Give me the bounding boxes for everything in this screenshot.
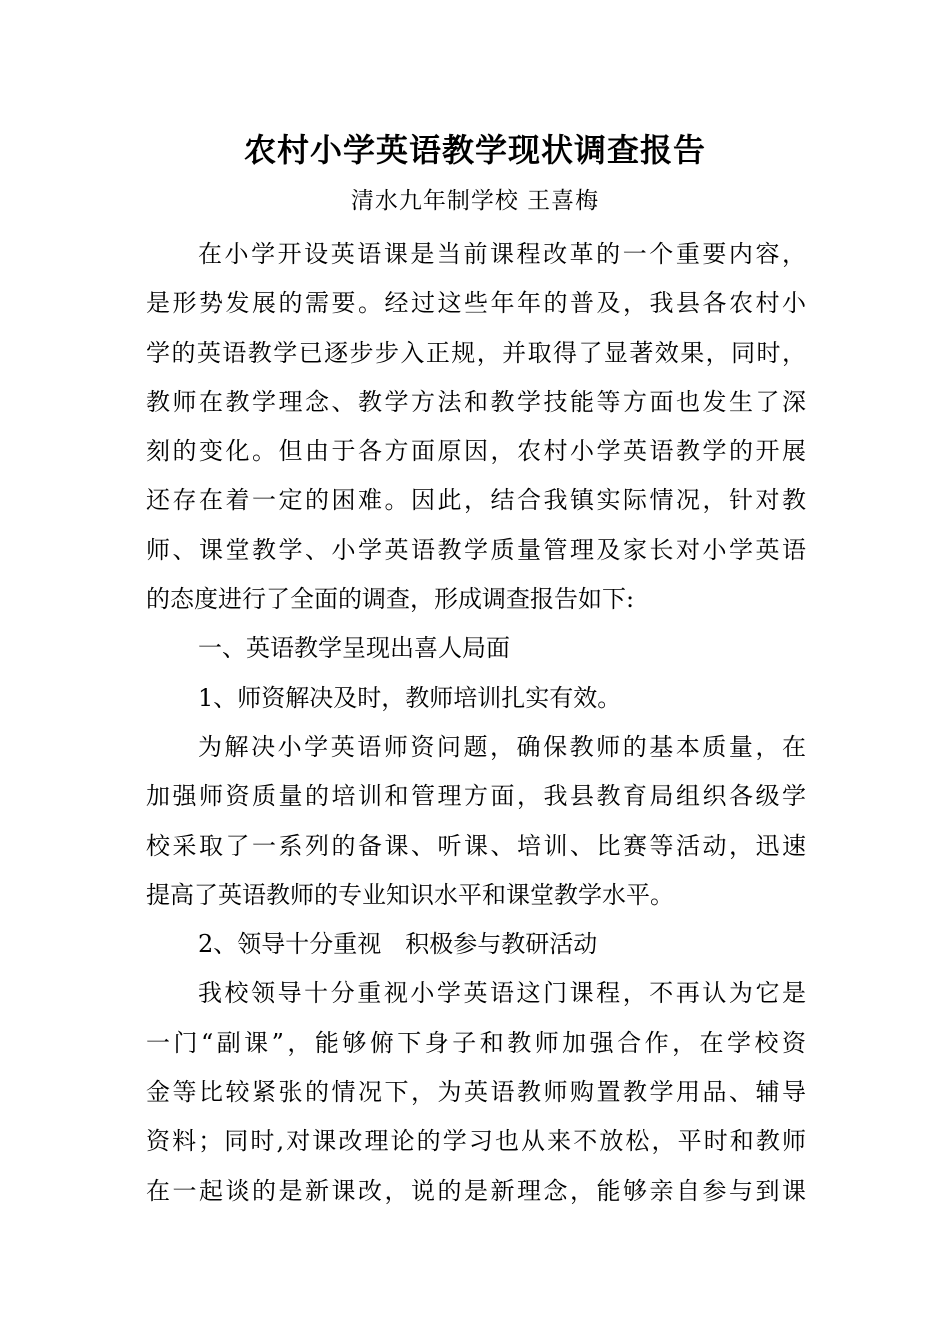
paragraph-line: 提高了英语教师的专业知识水平和课堂教学水平。 xyxy=(146,880,674,909)
paragraph-line: 在小学开设英语课是当前课程改革的一个重要内容， xyxy=(198,240,806,268)
paragraph-line: 还存在着一定的困难。因此，结合我镇实际情况，针对教 xyxy=(146,486,806,515)
section-heading: 一、英语教学呈现出喜人局面 xyxy=(198,634,510,663)
document-author: 清水九年制学校 王喜梅 xyxy=(350,188,600,214)
paragraph-line: 刻的变化。但由于各方面原因，农村小学英语教学的开展 xyxy=(146,437,806,466)
document-body xyxy=(146,230,806,1216)
subsection-heading: 2、领导十分重视 积极参与教研活动 xyxy=(198,930,598,959)
paragraph-line: 我校领导十分重视小学英语这门课程，不再认为它是 xyxy=(198,979,806,1008)
paragraph-line: 一门“副课”，能够俯下身子和教师加强合作，在学校资 xyxy=(146,1028,806,1057)
document-title: 农村小学英语教学现状调查报告 xyxy=(243,131,706,169)
paragraph-line: 在一起谈的是新课改，说的是新理念，能够亲自参与到课 xyxy=(146,1176,806,1205)
paragraph-line: 教师在教学理念、教学方法和教学技能等方面也发生了深 xyxy=(146,387,806,416)
paragraph-line: 资料；同时,对课改理论的学习也从来不放松，平时和教师 xyxy=(146,1127,806,1156)
paragraph-line: 学的英语教学已逐步步入正规，并取得了显著效果，同时， xyxy=(146,338,806,367)
paragraph-line: 校采取了一系列的备课、听课、培训、比赛等活动，迅速 xyxy=(146,831,806,860)
paragraph-line: 加强师资质量的培训和管理方面，我县教育局组织各级学 xyxy=(146,782,806,811)
subsection-heading: 1、师资解决及时，教师培训扎实有效。 xyxy=(198,683,622,712)
paragraph-line: 为解决小学英语师资问题，确保教师的基本质量，在 xyxy=(198,732,806,761)
paragraph-line: 师、课堂教学、小学英语教学质量管理及家长对小学英语 xyxy=(146,535,806,564)
paragraph-line: 的态度进行了全面的调查，形成调查报告如下: xyxy=(146,585,635,614)
paragraph-line: 金等比较紧张的情况下，为英语教师购置教学用品、辅导 xyxy=(146,1078,806,1107)
paragraph-line: 是形势发展的需要。经过这些年年的普及，我县各农村小 xyxy=(146,289,806,318)
